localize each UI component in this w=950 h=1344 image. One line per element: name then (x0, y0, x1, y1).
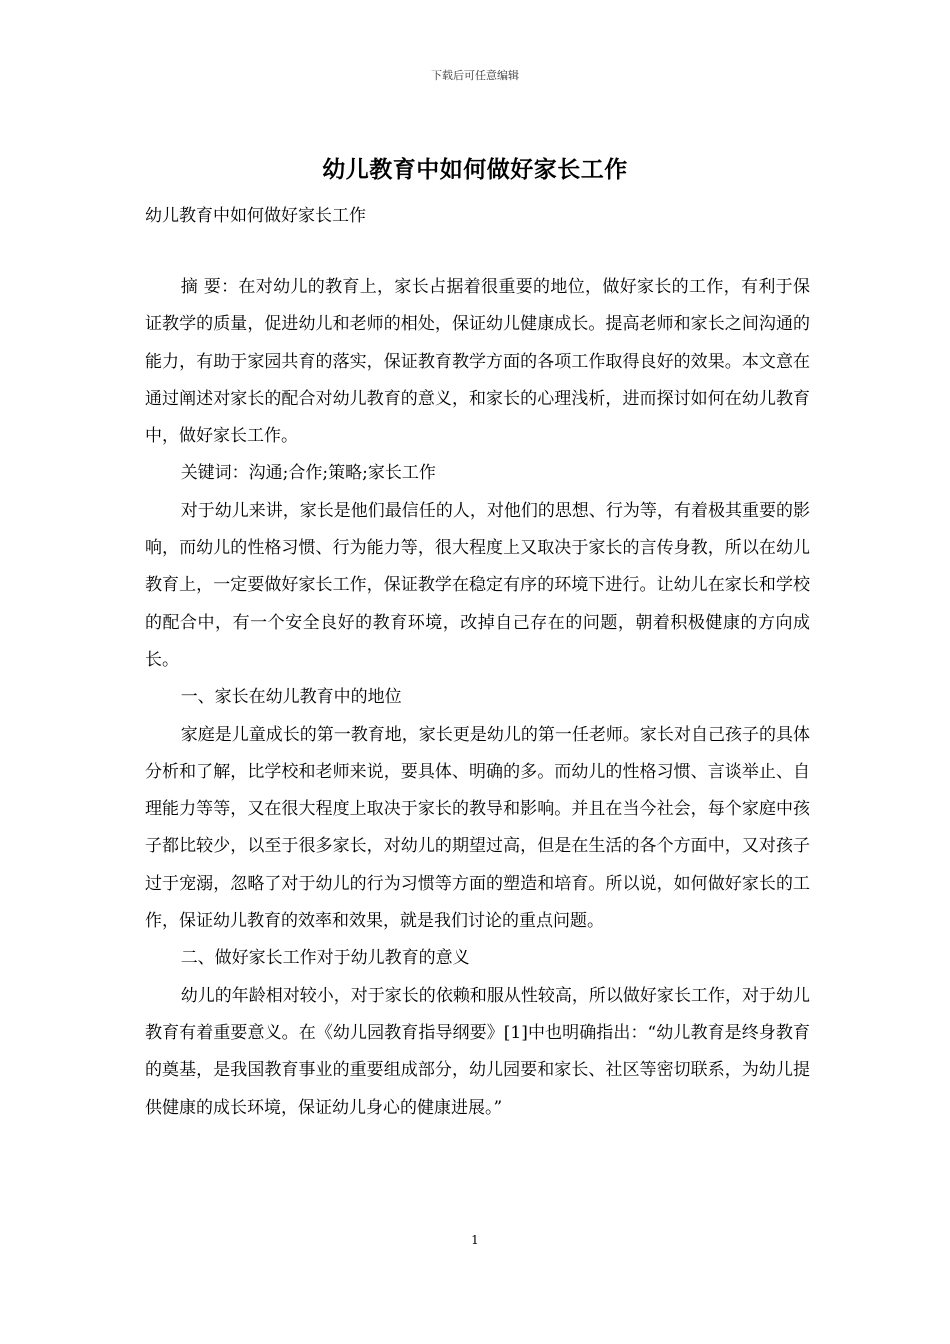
header-note: 下载后可任意编辑 (431, 69, 519, 82)
document-subtitle: 幼儿教育中如何做好家长工作 (145, 206, 366, 226)
page-title: 幼儿教育中如何做好家长工作 (322, 156, 628, 183)
document-body (145, 269, 810, 1127)
intro-paragraph: 对于幼儿来讲，家长是他们最信任的人，对他们的思想、行为等，有着极其重要的影响，而幼儿的性格习惯、行为能力等，很大程度上又取决于家长的言传身教，所以在幼儿教育上，一定要做好家长工作，保证教学在稳定有序的环境下进行。让幼儿在家长和学校的配合中，有一个安全良好的教育环境，改掉自己存在的问题，朝着积极健康的方向成长。 (145, 500, 810, 670)
page-number: 1 (471, 1233, 479, 1247)
keywords-paragraph: 关键词：沟通;合作;策略;家长工作 (180, 463, 436, 484)
section-heading-1: 一、家长在幼儿教育中的地位 (180, 687, 402, 708)
abstract-paragraph: 摘 要：在对幼儿的教育上，家长占据着很重要的地位，做好家长的工作，有利于保证教学的质量，促进幼儿和老师的相处，保证幼儿健康成长。提高老师和家长之间沟通的能力，有助于家园共育的落实，保证教育教学方面的各项工作取得良好的效果。本文意在通过阐述对家长的配合对幼儿教育的意义，和家长的心理浅析，进而探讨如何在幼儿教育中，做好家长工作。 (145, 277, 810, 447)
section-heading-2: 二、做好家长工作对于幼儿教育的意义 (180, 948, 470, 969)
section-1-paragraph: 家庭是儿童成长的第一教育地，家长更是幼儿的第一任老师。家长对自己孩子的具体分析和了解，比学校和老师来说，要具体、明确的多。而幼儿的性格习惯、言谈举止、自理能力等等，又在很大程度上取决于家长的教导和影响。并且在当今社会，每个家庭中孩子都比较少，以至于很多家长，对幼儿的期望过高，但是在生活的各个方面中，又对孩子过于宠溺，忽略了对于幼儿的行为习惯等方面的塑造和培育。所以说，如何做好家长的工作，保证幼儿教育的效率和效果，就是我们讨论的重点问题。 (145, 724, 810, 932)
section-2-paragraph: 幼儿的年龄相对较小，对于家长的依赖和服从性较高，所以做好家长工作，对于幼儿教育有着重要意义。在《幼儿园教育指导纲要》[1]中也明确指出：“幼儿教育是终身教育的奠基，是我国教育事业的重要组成部分，幼儿园要和家长、社区等密切联系，为幼儿提供健康的成长环境，保证幼儿身心的健康进展。” (145, 985, 810, 1118)
